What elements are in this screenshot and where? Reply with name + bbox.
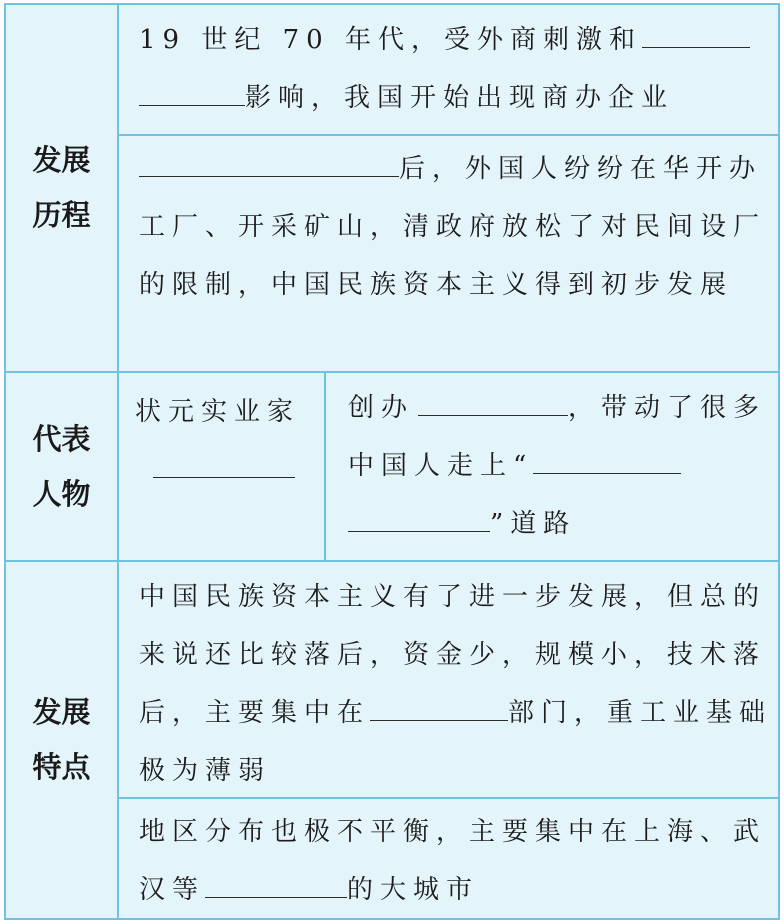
header-line: 代表 bbox=[32, 421, 91, 456]
answer-blank[interactable] bbox=[139, 81, 245, 106]
cell-text: 状元实业家 bbox=[135, 397, 301, 427]
row-divider bbox=[6, 371, 778, 373]
answer-blank[interactable] bbox=[533, 449, 681, 474]
cell-text: 的大城市 bbox=[347, 875, 480, 905]
representative-deeds-cell bbox=[326, 379, 778, 560]
representative-name-cell bbox=[119, 383, 324, 560]
history-cell-growth bbox=[119, 140, 778, 371]
row-divider bbox=[6, 560, 778, 562]
answer-blank[interactable] bbox=[153, 453, 295, 478]
answer-blank[interactable] bbox=[205, 873, 347, 898]
row-header-characteristics bbox=[6, 562, 117, 918]
row-divider bbox=[117, 134, 778, 136]
answer-blank[interactable] bbox=[348, 507, 490, 532]
row-header-representative bbox=[6, 373, 117, 560]
cell-text: ”道路 bbox=[490, 509, 577, 539]
header-line: 发展 bbox=[32, 695, 91, 729]
answer-blank[interactable] bbox=[370, 696, 508, 721]
history-cell-origin bbox=[119, 11, 778, 134]
history-fill-in-table bbox=[4, 3, 780, 920]
cell-text: 创办 bbox=[348, 393, 415, 423]
row-header-development-history bbox=[6, 5, 117, 371]
header-line: 特点 bbox=[32, 750, 91, 784]
cell-text: 后，外国人纷纷在华开办工厂、开采矿山，清政府放松了对民间设厂的限制，中国民族资本主义得到初步发展 bbox=[139, 154, 767, 300]
cell-text: 中国民族资本主义有了进一步发展，但总的来说还比较落后，资金少，规模小，技术落后，主要集中在 bbox=[139, 582, 767, 728]
characteristics-industry-cell bbox=[119, 568, 778, 797]
header-line: 人物 bbox=[32, 476, 91, 511]
characteristics-region-cell bbox=[119, 803, 778, 918]
answer-blank[interactable] bbox=[139, 152, 399, 177]
header-line: 历程 bbox=[32, 198, 91, 232]
cell-text: 地区分布也极不平衡，主要集中在上海、武汉等 bbox=[139, 817, 767, 905]
header-line: 发展 bbox=[32, 143, 91, 177]
cell-text: 影响，我国开始出现商办企业 bbox=[245, 83, 675, 113]
cell-text: 19 世纪 70 年代，受外商刺激和 bbox=[139, 25, 642, 55]
answer-blank[interactable] bbox=[642, 23, 750, 48]
answer-blank[interactable] bbox=[418, 391, 568, 416]
cell-text: 部门，重工业基础极为薄弱 bbox=[139, 698, 773, 786]
cell-text: ，带动了很多中国人走上“ bbox=[348, 393, 767, 481]
